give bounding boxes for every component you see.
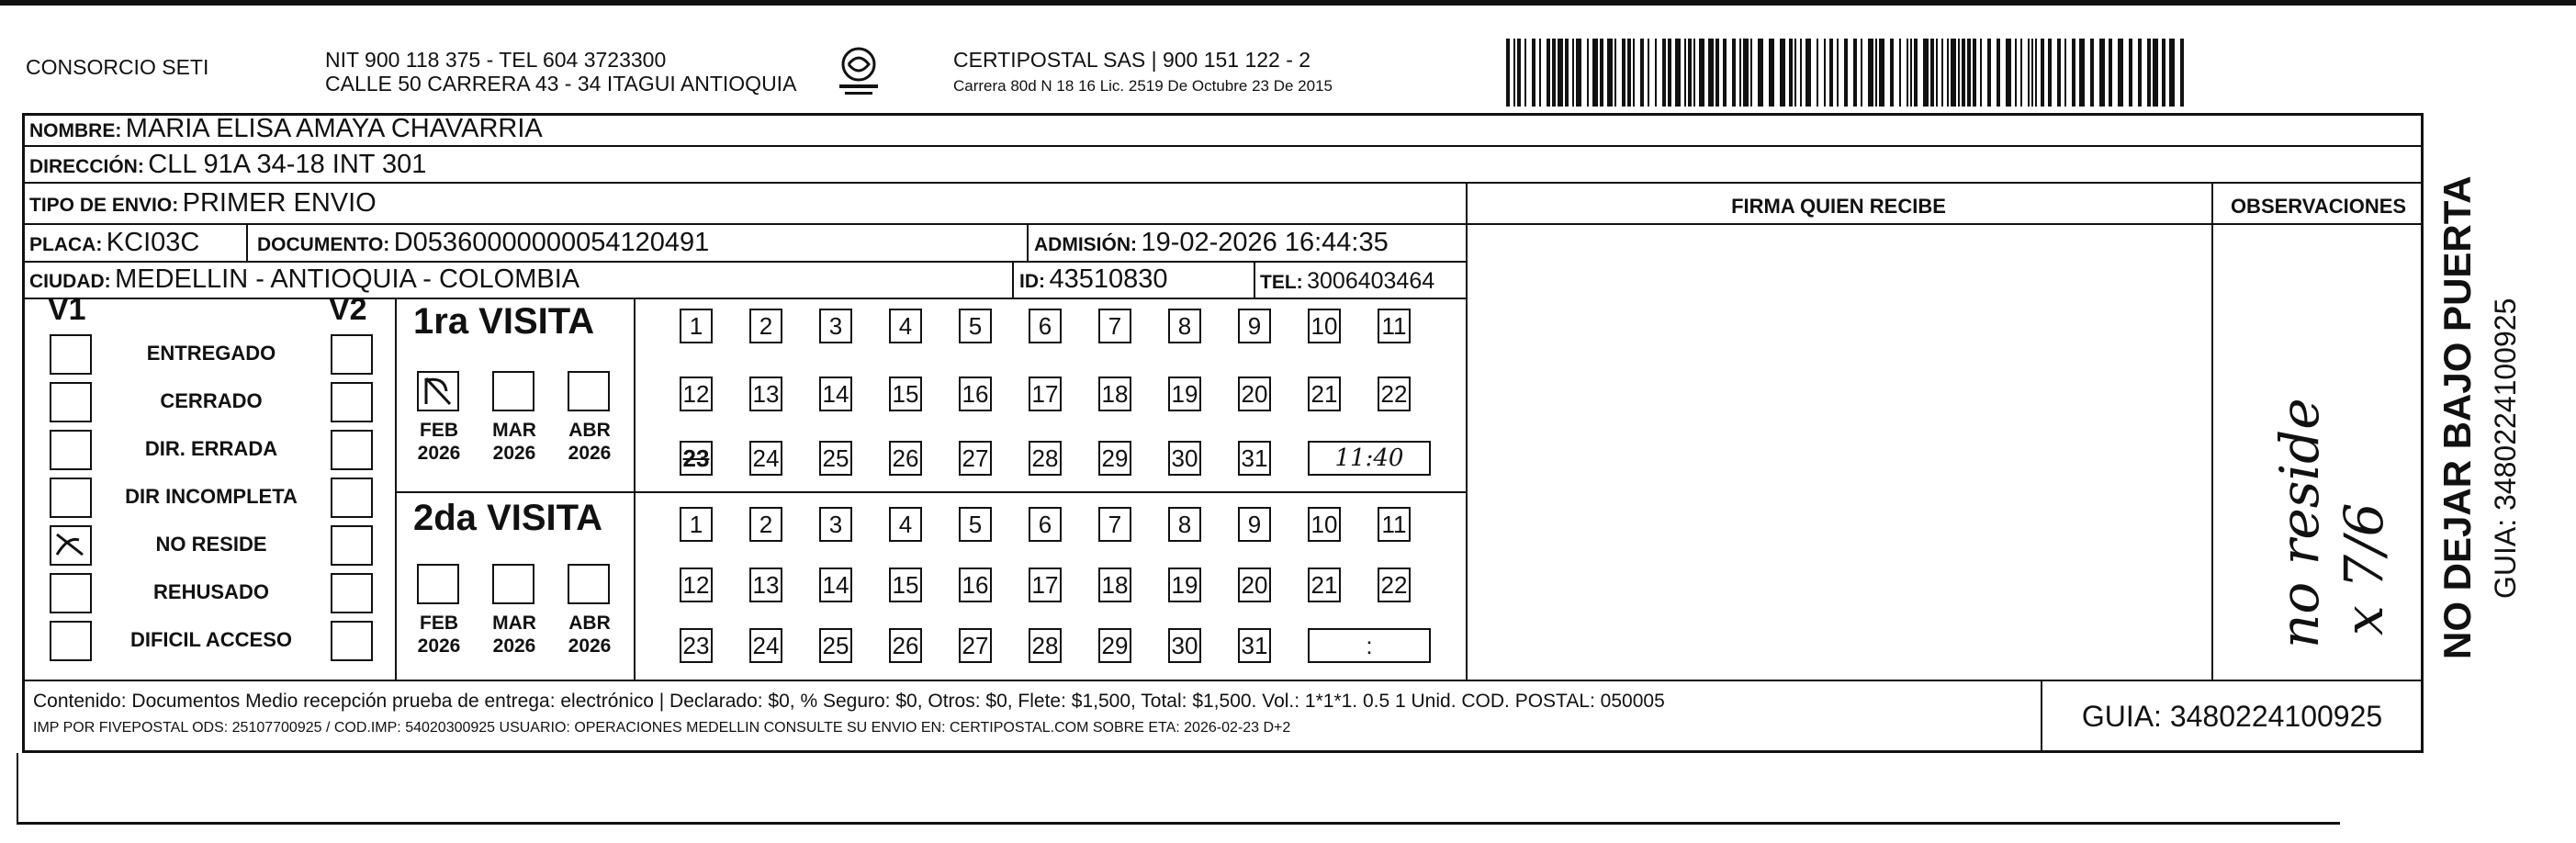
barcode-bar [2020,39,2022,107]
id-label: ID: [1019,271,1045,292]
row-divider [22,223,1466,225]
barcode-bar [1655,39,1657,107]
first-visit-day-box[interactable]: 4 [889,309,922,343]
barcode-bar [2169,39,2175,107]
v1-checkbox[interactable] [50,334,92,375]
barcode-bar [1967,39,1971,107]
barcode-bar [1723,39,1727,107]
nombre-value: MARIA ELISA AMAYA CHAVARRIA [125,114,543,143]
col-divider [1254,261,1255,298]
barcode-bar [1947,39,1949,107]
month-year: 2026 [417,635,461,657]
barcode-bar [1800,39,1802,107]
col-divider [1027,223,1029,261]
first-visit-day-box[interactable]: 15 [889,377,922,411]
col-divider [2211,182,2213,680]
barcode-bar [1997,39,2000,107]
first-visit-day-box[interactable]: 3 [819,309,852,343]
status-label: DIFICIL ACCESO [129,628,292,651]
first-visit-day-box[interactable]: 18 [1098,377,1131,411]
first-visit-day-box[interactable]: 20 [1238,377,1271,411]
first-visit-month-checkbox[interactable] [492,371,534,411]
second-visit-day-box[interactable]: 24 [749,628,782,663]
barcode-bar [2041,39,2044,107]
barcode-bar [2153,39,2158,107]
barcode-bar [1875,39,1877,107]
firma-header: FIRMA QUIEN RECIBE [1731,195,1946,218]
first-visit-month-label [487,419,542,465]
second-visit-day-box[interactable]: 31 [1238,628,1271,663]
barcode-bar [1973,39,1976,107]
v2-checkbox[interactable] [331,478,373,518]
barcode-bar [1824,39,1826,107]
barcode-bar [2028,39,2030,107]
second-visit-day-box[interactable]: 8 [1168,507,1201,542]
barcode-bar [1879,39,1884,107]
barcode-bar [1910,39,1912,107]
side-guia: GUIA: 3480224100925 [2489,298,2522,599]
second-visit-day-box[interactable]: 25 [819,628,852,663]
barcode-bar [1907,39,1908,107]
barcode-bar [2118,39,2123,107]
documento-cell [257,227,709,263]
month-name: FEB [420,420,458,441]
second-visit-day-box[interactable]: 30 [1168,628,1201,663]
first-visit-day-box[interactable]: 16 [959,377,992,411]
barcode-bar [1640,39,1644,107]
month-year: 2026 [417,443,461,464]
barcode-bar [1805,39,1811,107]
second-visit-day-box[interactable]: 29 [1098,628,1131,663]
second-visit-day-box[interactable]: 7 [1098,507,1131,542]
tipo-value: PRIMER ENVIO [182,188,377,218]
second-visit-day-box[interactable]: 12 [680,568,713,602]
first-visit-day-box[interactable]: 14 [819,377,852,411]
col-divider [1012,261,1014,298]
month-name: MAR [492,420,536,441]
barcode-bar [1587,39,1589,107]
first-visit-day-box[interactable]: 27 [959,441,992,476]
barcode-bar [1565,39,1569,107]
v1-checkbox[interactable] [50,525,92,566]
first-visit-day-box[interactable]: 24 [749,441,782,476]
tel-value: 3006403464 [1307,268,1435,294]
barcode-bar [1524,39,1526,107]
second-visit-month-checkbox[interactable] [417,564,459,604]
bottom-edge-line [17,822,2340,825]
address-line: CALLE 50 CARRERA 43 - 34 ITAGUI ANTIOQUIA [325,72,797,96]
license-line: Carrera 80d N 18 16 Lic. 2519 De Octubre 23 De 2015 [953,77,1333,95]
barcode-bar [1622,39,1625,107]
barcode-bar [1789,39,1793,107]
nombre-label: NOMBRE: [29,120,122,141]
second-visit-day-box[interactable]: 13 [749,568,782,602]
row-divider [22,680,2424,681]
handwritten-observation-1: no reside [2268,398,2331,648]
status-label: REHUSADO [153,580,269,603]
barcode [1506,39,2195,107]
row-divider [1466,223,2424,225]
barcode-bar [1532,39,1535,107]
first-visit-day-box[interactable]: 1 [680,309,713,343]
second-visit-title: 2da VISITA [413,498,602,538]
status-label: DIR. ERRADA [144,437,278,460]
ciudad-label: CIUDAD: [29,271,111,292]
barcode-bar [2006,39,2011,107]
certipostal-logo-icon [836,44,882,99]
v1-checkbox[interactable] [50,573,92,613]
barcode-bar [1739,39,1741,107]
month-name: FEB [420,613,458,634]
v1-checkbox[interactable] [50,621,92,661]
barcode-bar [1844,39,1848,107]
second-visit-month-label [487,612,542,658]
second-visit-day-box[interactable]: 16 [959,568,992,602]
barcode-bar [1980,39,1982,107]
barcode-bar [1941,39,1943,107]
direccion-row [29,149,426,185]
second-visit-day-box[interactable]: 3 [819,507,852,542]
barcode-bar [1699,39,1704,107]
status-label: CERRADO [160,389,263,412]
documento-value: D05360000000054120491 [393,228,710,257]
barcode-bar [1607,39,1613,107]
first-visit-day-box[interactable]: 6 [1029,309,1062,343]
v1-label: V1 [48,292,86,327]
status-label: DIR INCOMPLETA [125,485,298,508]
second-visit-day-box[interactable]: 19 [1168,568,1201,602]
barcode-bar [1576,39,1581,107]
barcode-bar [2057,39,2061,107]
barcode-bar [1708,39,1714,107]
barcode-bar [1936,39,1938,107]
barcode-bar [2072,39,2075,107]
first-visit-day-box[interactable]: 11 [1378,309,1411,343]
barcode-bar [1675,39,1681,107]
v2-checkbox[interactable] [331,382,373,422]
first-visit-day-box[interactable]: 29 [1098,441,1131,476]
barcode-bar [1829,39,1833,107]
v1-checkbox[interactable] [50,382,92,422]
barcode-bar [1853,39,1857,107]
month-name: ABR [568,613,611,634]
first-visit-day-box[interactable]: 7 [1098,309,1131,343]
first-visit-day-box[interactable]: 12 [680,377,713,411]
barcode-bar [1715,39,1719,107]
barcode-bar [1899,39,1901,107]
barcode-bar [2180,39,2184,107]
barcode-bar [2162,39,2165,107]
first-visit-time-box[interactable]: 11:40 [1308,441,1431,476]
col-divider [1466,182,1468,680]
status-label: NO RESIDE [155,533,267,556]
first-visit-month-checkbox[interactable] [417,371,459,411]
no-dejar-bajo-puerta: NO DEJAR BAJO PUERTA [2435,175,2479,659]
barcode-bar [1693,39,1695,107]
admision-value: 19-02-2026 16:44:35 [1141,228,1389,257]
second-visit-day-box[interactable]: 11 [1378,507,1411,542]
placa-label: PLACA: [29,234,103,255]
barcode-bar [2147,39,2151,107]
certipostal-line: CERTIPOSTAL SAS | 900 151 122 - 2 [953,48,1311,72]
first-visit-day-box[interactable]: 28 [1029,441,1062,476]
barcode-bar [2079,39,2085,107]
first-visit-day-box[interactable]: 26 [889,441,922,476]
first-visit-day-box[interactable]: 25 [819,441,852,476]
barcode-bar [1923,39,1929,107]
first-visit-day-box[interactable]: 8 [1168,309,1201,343]
left-edge-line [17,753,18,825]
barcode-bar [1539,39,1541,107]
first-visit-day-box[interactable]: 21 [1308,377,1341,411]
second-visit-time-box[interactable]: : [1308,628,1431,663]
second-visit-day-box[interactable]: 17 [1029,568,1062,602]
barcode-bar [1513,39,1515,107]
barcode-bar [1868,39,1873,107]
second-visit-day-box[interactable]: 28 [1029,628,1062,663]
barcode-bar [1648,39,1649,107]
guia-box: GUIA: 3480224100925 [2081,700,2383,733]
barcode-bar [1958,39,1960,107]
contenido-line: Contenido: Documentos Medio recepción prueba de entrega: electrónico | Declarado: $0, % Seguro: $0, Otros: $0, Flete: $1,500, Total: $1,500. Vol.: 1*1*1. 0.5 1 Unid. COD. POSTAL: 050005 [33,691,1665,712]
id-value: 43510830 [1049,264,1168,294]
barcode-bar [1962,39,1965,107]
second-visit-day-box[interactable]: 20 [1238,568,1271,602]
second-visit-month-label [562,612,617,658]
handwritten-observation-2: x 7/6 [2333,502,2395,635]
first-visit-day-box[interactable]: 22 [1378,377,1411,411]
second-visit-day-box[interactable]: 4 [889,507,922,542]
barcode-bar [1684,39,1686,107]
barcode-bar [1572,39,1574,107]
barcode-bar [2031,39,2033,107]
first-visit-day-box[interactable]: 2 [749,309,782,343]
barcode-bar [2035,39,2037,107]
barcode-bar [1627,39,1631,107]
v2-checkbox[interactable] [331,525,373,566]
company-name: CONSORCIO SETI [26,55,209,79]
barcode-bar [2090,39,2094,107]
barcode-bar [2064,39,2066,107]
col-divider [634,298,636,680]
month-name: MAR [492,613,536,634]
barcode-bar [1914,39,1918,107]
v2-label: V2 [329,292,367,327]
second-visit-month-label [411,612,467,658]
second-visit-day-box[interactable]: 1 [680,507,713,542]
barcode-bar [1837,39,1839,107]
second-visit-day-box[interactable]: 27 [959,628,992,663]
placa-value: KCI03C [106,228,200,257]
month-year: 2026 [492,635,536,657]
barcode-bar [2048,39,2052,107]
observaciones-header: OBSERVACIONES [2230,195,2407,218]
barcode-bar [1769,39,1774,107]
second-visit-day-box[interactable]: 9 [1238,507,1271,542]
admision-cell [1034,227,1389,263]
barcode-bar [2129,39,2132,107]
first-visit-day-box[interactable]: 30 [1168,441,1201,476]
second-visit-month-checkbox[interactable] [568,564,610,604]
first-visit-day-box[interactable]: 23 [680,441,713,476]
direccion-label: DIRECCIÓN: [29,156,144,177]
tipo-row [29,187,377,223]
col-divider [395,298,397,680]
second-visit-month-checkbox[interactable] [492,564,534,604]
v1-checkbox[interactable] [50,430,92,470]
second-visit-day-box[interactable]: 2 [749,507,782,542]
second-visit-day-box[interactable]: 26 [889,628,922,663]
barcode-bar [1552,39,1556,107]
barcode-bar [1662,39,1666,107]
first-visit-title: 1ra VISITA [413,301,595,342]
second-visit-day-box[interactable]: 22 [1378,568,1411,602]
ciudad-value: MEDELLIN - ANTIOQUIA - COLOMBIA [115,264,580,294]
barcode-bar [2015,39,2017,107]
visit-divider [395,491,1466,493]
first-visit-month-label [562,419,617,465]
first-visit-day-box[interactable]: 5 [959,309,992,343]
imp-line: IMP POR FIVEPOSTAL ODS: 25107700925 / COD.IMP: 54020300925 USUARIO: OPERACIONES MEDELLIN CONSULTE SU ENVIO EN: CERTIPOSTAL.COM SOBRE ETA: 2026-02-23 D+2 [33,720,1291,736]
barcode-bar [1817,39,1818,107]
month-name: ABR [568,420,611,441]
first-visit-day-box[interactable]: 10 [1308,309,1341,343]
nit-line: NIT 900 118 375 - TEL 604 3723300 [325,48,667,72]
tel-cell [1260,265,1434,300]
barcode-bar [1547,39,1550,107]
nombre-row [29,113,543,149]
first-visit-month-label [411,419,467,465]
second-visit-day-box[interactable]: 5 [959,507,992,542]
second-visit-day-box[interactable]: 23 [680,628,713,663]
status-label: ENTREGADO [146,342,276,365]
v2-checkbox[interactable] [331,334,373,375]
v2-checkbox[interactable] [331,430,373,470]
barcode-bar [1592,39,1598,107]
barcode-bar [1732,39,1736,107]
barcode-bar [1743,39,1749,107]
first-visit-month-checkbox[interactable] [568,371,610,411]
top-edge-line [0,0,2576,6]
placa-cell [29,227,199,263]
barcode-bar [2138,39,2142,107]
first-visit-day-box[interactable]: 19 [1168,377,1201,411]
barcode-bar [1600,39,1603,107]
second-visit-day-box[interactable]: 10 [1308,507,1341,542]
second-visit-day-box[interactable]: 6 [1029,507,1062,542]
barcode-bar [1558,39,1563,107]
first-visit-day-box[interactable]: 13 [749,377,782,411]
admision-label: ADMISIÓN: [1034,234,1137,255]
direccion-value: CLL 91A 34-18 INT 301 [148,150,427,179]
barcode-bar [1987,39,1991,107]
second-visit-day-box[interactable]: 21 [1308,568,1341,602]
ciudad-cell [29,264,579,299]
second-visit-day-box[interactable]: 15 [889,568,922,602]
barcode-bar [1794,39,1796,107]
first-visit-day-box[interactable]: 17 [1029,377,1062,411]
barcode-bar [1861,39,1862,107]
barcode-bar [1688,39,1692,107]
barcode-bar [1633,39,1635,107]
barcode-bar [1517,39,1521,107]
barcode-bar [1614,39,1616,107]
barcode-bar [1890,39,1894,107]
v2-checkbox[interactable] [331,621,373,661]
v1-checkbox[interactable] [50,478,92,518]
barcode-bar [2109,39,2112,107]
first-visit-day-box[interactable]: 31 [1238,441,1271,476]
barcode-bar [1780,39,1785,107]
month-year: 2026 [568,635,612,657]
barcode-bar [1758,39,1763,107]
first-visit-day-box[interactable]: 9 [1238,309,1271,343]
documento-label: DOCUMENTO: [257,234,390,255]
month-year: 2026 [492,443,536,464]
second-visit-day-box[interactable]: 18 [1098,568,1131,602]
barcode-bar [1750,39,1752,107]
barcode-bar [1951,39,1956,107]
col-divider [246,223,248,261]
tipo-label: TIPO DE ENVIO: [29,195,179,216]
barcode-bar [2099,39,2105,107]
month-year: 2026 [568,443,612,464]
barcode-bar [1506,39,1510,107]
tel-label: TEL: [1260,272,1303,293]
second-visit-day-box[interactable]: 14 [819,568,852,602]
barcode-bar [1930,39,1934,107]
v2-checkbox[interactable] [331,573,373,613]
barcode-bar [1668,39,1671,107]
id-cell [1019,264,1167,299]
